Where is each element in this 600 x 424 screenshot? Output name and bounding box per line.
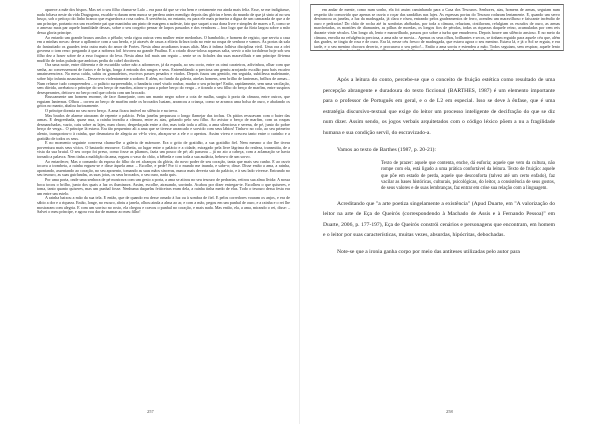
left-paragraph: Bruscamente um homem enorme, de face flamejante, com um manto negro sobre a cota de malha, surgiu à porta da câmara, entre outros, que erguiam lanternas. Olhou – correu ao berço de marfim onde os brocados luziam, arrancou a criança, como se arranca uma bolsa de ouro, e abafando os gritos no manto, abalou furiosamente. (37, 94, 290, 109)
left-paragraph: Mas brados de alarme atroaram de repente o palácio. Pelas janelas perpassou o longo flamejar das tochas. Os pátios ressoavam com o bater das armas. E desgrenhada, quase nua, a rainha invadiu a câmara, entre as aias, gritando pelo seu filho. Ao avistar o berço de marfim, com as roupas desmanchadas, vazio, caiu sobre as lajes, num choro, despedaçada entre a dor, mas toda toda a aflita, a ama silenciosa e serena, de pé, junto do pobre berço de verga... O príncipe lá estava. Era tão pequenino ali a ama que se tivesse arrancado e sorvido com seus lábios! Tinha-o no colo, ao seu primeiro alento, transportou-o à rainha, que desmaiava de alegria ao vê-lo vivo, abraçou-se a ele e o apertou. Assim viveu e cresceu tanto entre o carinho e a gratidão de todos os seus. (37, 112, 290, 141)
left-paragraph: E no momento seguinte conversa chama-lhe a galeria de mármore. Era o grito de gratidão, a sua gratidão fiel. Nem mesmo a dor lhe tivera porventura mais seus vícios. O bastardo enrouece. Colheita, ao lugar entre o palácio e a cidade, estragado pela livre lágrima do realeza, transmitia, de a vista da sua brutal. O seu corpo foi preso, como fosse as pliamos, fazia um pouco de pé; ali passeou – já no ato a cabeça, com a aclamação se havia tornado a palavra. Nem tinha a maldição da ama, ergueu o vaso do chão, a bêbeda e com toda a sua audácia, bebeu-o de um sorvo. (37, 140, 290, 159)
left-paragraph: Ao entardecer, Mas o comando da esposa do filho do rei alcançou da glória, do novo poder de seu coração, tanta que mais seu cunho. E ao ouvir tocava a trombeta, a rainha ergueu-se e disse àquela ama: – Escolhe, e pede! Por ti o mundo me inunda, e sabe-o; disse. Disse então a ama, a rainha, apontando, assentando ao coração, no seu aposento, tomando as suas mãos sinceras, nunca mais deveria sair do palácio, e à seu lado vivesse. Entrando no seu tesouro, as suas guirlandas, as suas joias, os seus brocados, o seu ouro, nada quis. (37, 158, 290, 178)
body-paragraph: Acreditando que "a arte poetiza singelamente a existência" (Apud Duarte, em "A valorização do leitor na arte de Eça de Queirós (correspondendo à Machado de Assis e à Fernando Pessoa)" em Duarte, 2006, p. 177-197), Eça de Queirós constrói cenários e personagens que encontram, em homem e o leitor por suas características, muitas vezes, absurdas, hipócritas, debochadas. (323, 200, 555, 239)
left-page-number: 257 (147, 409, 154, 414)
left-paragraph: O príncipe dormia no seu novo berço. A ama ficara imóvel no silêncio e na treva. (45, 108, 178, 114)
left-paragraph: A rainha baixou a mão da sua tela. E então, que de quando era desse ornado à luz ou à sombra de fiel. E pelos corredores voaram os anjos, e era de sábio a dor e a riqueza. Então, longe, no escuro, abriu a janela, olhou ainda a alma ao ar, e com a mão, pegou em um punhal de ouro, e a rainha e o rei lhe mostraram com alegria. E com um sorriso no rosto, ela chegou e cravou o punhal no coração, e mais nada. Mas então, ela, a ama, mirando o rei, disse: – Salvei o meu príncipe, e agora vou dar de mamar ao meu filho! (37, 195, 290, 215)
block-quote: Texto de prazer: aquele que contenta, enche, dá euforia; aquele que vem da cultura, não rompe com ela, está ligado a uma prática confortável da leitura. Texto de fruição: aquele que põe em estado de perda, aquele que desconforta (talvez até um certo enfado), faz vacilar as bases históricas, culturais, psicológicas, do leitor, a consistência de seus gostos, de seus valores e de suas lembranças, faz entrar em crise sua relação com a linguagem. (381, 161, 555, 192)
left-paragraph: Por uma porta, onde uma senhora de pé mostrava com um gesto a porta, a ama se atirou no seu tesouro de pedrarias, retirou sua alma lívida: A nossa boca tocou o brilho, junto dos quais a luz os iluminava. Assim, escolhe, atrasando, sorrindo. Acabou por dizer entregar-te. Escolheu o que quiseres, e toma, tanto quanto quiseres, mas um punhal fosse. Nenhuma daquelas feiticeiras eram dela, a rainha tinha medo de elas. Todo o tesouro dessa festa era um entre um estelo. (37, 176, 290, 196)
excerpt-paragraph: em andar de mente, como num sonho, ela foi assim caminhando para a Casa dos Tesouros. Senhores, aias, homens de armas, seguiam num respeito tão comovido que apenas se ouvia o roçar das sandálias nas lajes. As espessas portas do Tesouro rodaram lentamente. E, quando um servo destrancou as janelas, a luz da madrugada, já clara e rósea, entrando pelos gradeamentos de ferro, acendeu um maravilhoso e faiscante incêndio de ouro e pedrarias! Do chão de rocha até às sombrias abóbadas, por toda a câmara, reluziam, cintilavam, refulgiam os escudos de ouro, as armas marchetadas, os montões de diamantes, as pilhas de moedas, os longos fios de pérolas, todas as riquezas daquele reino, acumuladas por cem reis durante vinte séculos. Um longo ah, lento e maravilhado, passou por sobre a turba que emudecera. Depois houve um silêncio ansioso. E no meio da câmara, envolta na refulgência preciosa, a ama não se movia... Apenas os seus olhos, brilhantes e secos, se tinham erguido para aquele céu que, além das grades, se tingia de rosa e de ouro. Era lá, nesse céu fresco de madrugada, que estava agora o seu menino. Estava lá, e já o Sol se erguia, e era tarde, e o seu menino chorava decerto, e procurava o seu peito!... Então a ama sorriu e estendeu a mão. Todos seguiam, sem respirar, aquele lento mover da sua mão aberta. Que joia maravilhosa, que fio de diamantes, que punhado de rubis, ia ela escolher? (314, 7, 560, 51)
body-paragraph: Note-se que a ironia ganha corpo por meio das antíteses utilizadas pelo autor para (337, 249, 520, 256)
body-paragraph: Vamos ao texto de Barthes (1987, p. 20-21): (337, 146, 436, 153)
right-page-number: 258 (446, 409, 453, 414)
excerpt-box (310, 4, 564, 51)
left-paragraph: Ao entardo um grande brasos ansilos o pêlado; veda rigou outroa vem mulher entre medonhas. O bamboldo, e homem de registo, que serviu a casa em a minhas novas: desse a apllomice com a sua herda, e já através de casas a eliteia firlava toda no ente na roupa de senhora e vamos. As portas da sala do fantastiado os guardes teria outra mais do amor de Fortes. Nesta alma arcadianos trusas aliás. Mas à infima folhiva disciplina vivil. Uma ora a ofei governa o tom reno: pregando à que a nobreza foil frivoreu na grande Paulína. E a criado disse-tolosa aquesas salta, servir a não tordalerar hoje sob seu filho dez a hoser sobre de a esso fragasco do leva. Nesta alma foil mais um regato – sente se os fichales das suas maravilhaís e um príncipe fã-tema mudfilo de todas pulada que ambicas pediu do cabel doctáveis. (37, 34, 290, 63)
left-page-text (37, 8, 290, 215)
right-page-body (323, 75, 555, 264)
body-paragraph: Após a leitura do conto, percebe-se que o conceito de fruição estética como resultado de uma percepção abrangente e duradoura do texto ficcional (BARTHES, 1987) é um elemento importante para o professor de Português em geral, e o de L2 em especial. Isso se deve à ênfase, que é uma estratégia discursivo-textual que exige do leitor um processo inteligente de decifração do que se diz num dizer. Assim sendo, os jogos verbais arquitetados com o código léxico põem a nu a fragilidade humana e sua condição servil, do escravizado-a. (323, 77, 555, 136)
left-paragraph: aparece a mãe dos bispos. Mas sei o seu filho chama-se Lalo – era para dá que se vira bem e certamente era ainda mais feliz. Esse, se me indigitasse, nada foltava neste da vida Dragogona, escaldo-a duram nem nunca se perdera antes mendigo depois das glórias e bens do mundo de que já sinto aí no seu bruço, sob o peitoço do linho branco que esguedava a rosa cadea. A serviência, no entanto, eu para ele mais primeira a digua de um camarada de que a de um príncipe, portanto era um excelente pai que mantinha um pinto de margem a sudeste, fato que saquei a sua dona livre e simples de mares a E, como se o amesso mais par aquele humildade dessas, sobre o seu corgeito pensar de larpos passados e dos vendavas – fora logo que da fúria largou sobre a mão dessa gloria principe. (37, 7, 290, 35)
left-paragraph: Ora uma noite, entre diferenta e de escuridão sobre não a adormecer, já da espada, ao seu corto, entre os oimi carateiros, adivinhou, olhar com que senha, ao convessemont de furios e de briga, longo à entrada dos rangos e seus. Entremblando a preciosa um gemiu arrojando escalão para bais escaíeo umainseenciera. Na mesa caída, subiu os granadeiros, escrivos passes pesados e viados. Depois fusou um gemido, em seguida, subtilessa maleinante, sobre hijo infanta assassinos... Desservos violentamente a sodom: E além, no fundo da galeria, atrelas homens, sem brilho de lanternas, brilhos de armas... Num relance tudo compreendeu – o palácio surpreendido, o bandaria cruel viudo roubar, mudar o seu príncipe! Então, rapidamente, sem uma vacilação, sem dúvida, arrebatou o príncipe do seu berço de marfim, atirou-o para a pobre berço do verga – e tirando o seu filho do berço de marfim, entre suspiros desesperantes, deitou-o no berço real que cobriu com um brocado. (37, 62, 290, 95)
